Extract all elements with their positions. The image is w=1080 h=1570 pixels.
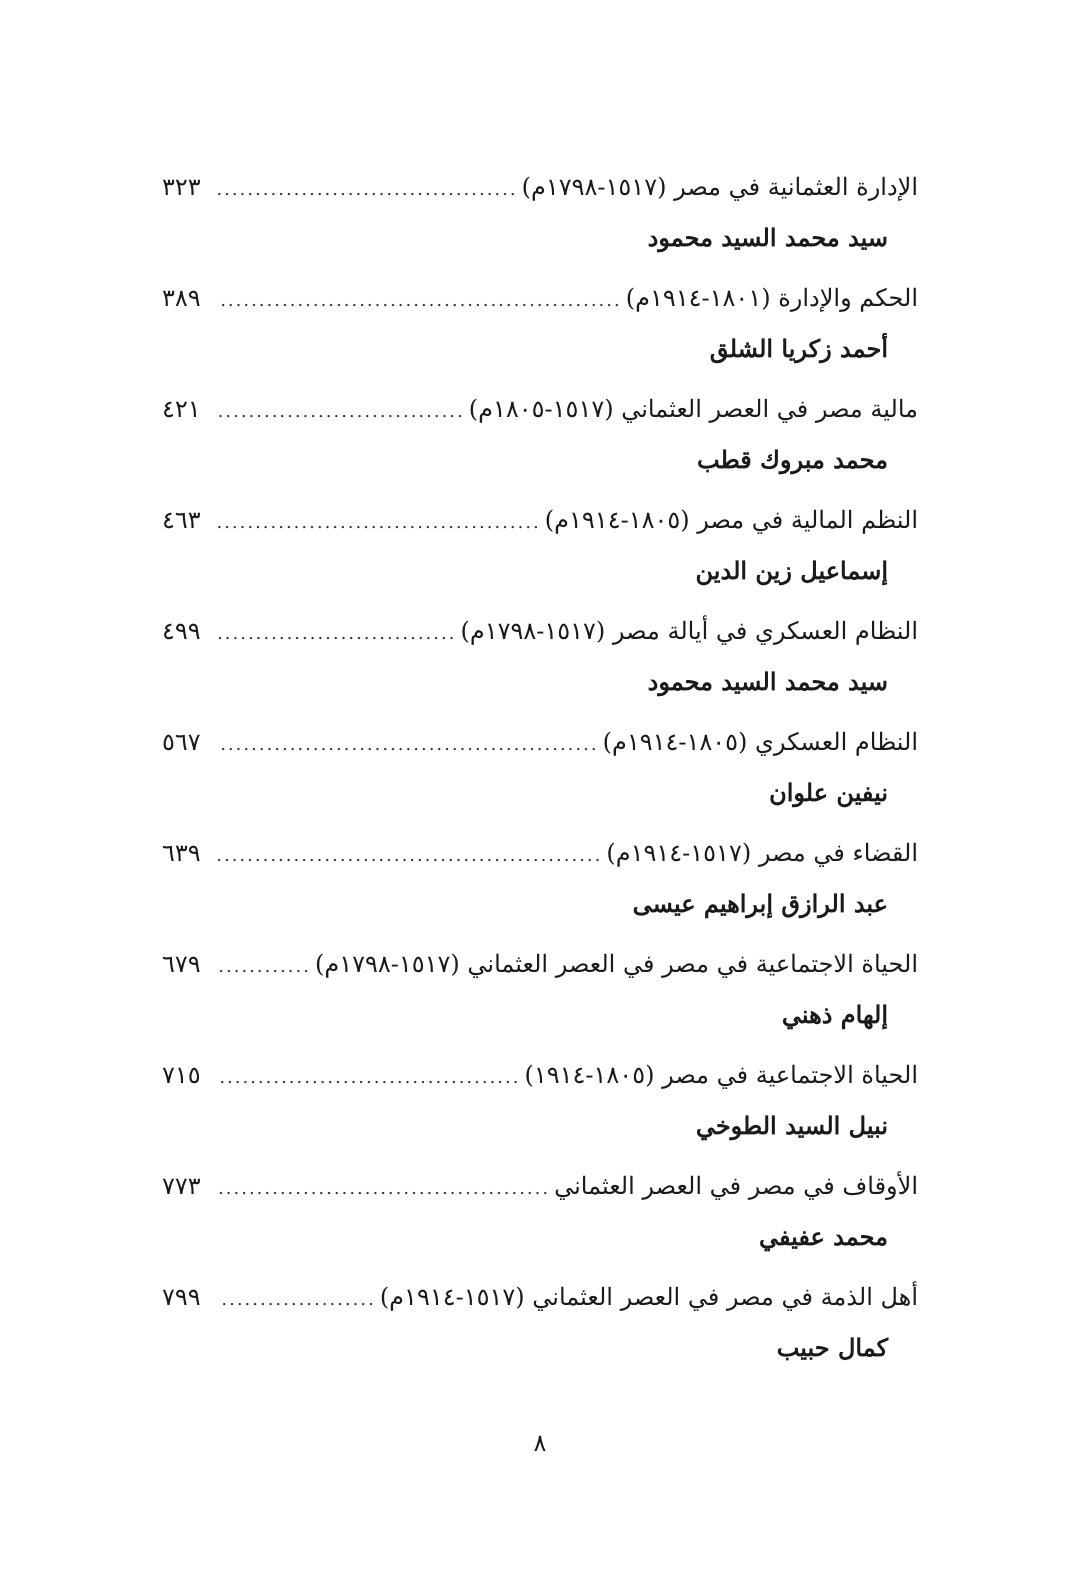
chapter-page-number: ٧١٥ (162, 1061, 201, 1089)
toc-entry-row (162, 610, 918, 652)
toc-entry (162, 610, 918, 721)
chapter-title: أهل الذمة في مصر في العصر العثماني (١٥١٧-١٩١٤م) (379, 1283, 918, 1311)
chapter-title: الأوقاف في مصر في العصر العثماني (554, 1172, 918, 1200)
chapter-title: النظام العسكري (١٨٠٥-١٩١٤م) (602, 728, 918, 756)
chapter-author: محمد مبروك قطب (697, 445, 888, 474)
chapter-page-number: ٤٢١ (162, 395, 201, 423)
table-of-contents (162, 166, 918, 1387)
chapter-page-number: ٤٩٩ (162, 617, 201, 645)
toc-entry (162, 166, 918, 277)
chapter-title: مالية مصر في العصر العثماني (١٥١٧-١٨٠٥م) (468, 395, 918, 423)
toc-entry (162, 943, 918, 1054)
toc-entry-row (162, 166, 918, 208)
toc-entry-row (162, 1276, 918, 1318)
chapter-author: كمال حبيب (776, 1333, 888, 1362)
chapter-author: نيفين علوان (769, 778, 888, 807)
chapter-page-number: ٧٧٣ (162, 1172, 201, 1200)
chapter-title: القضاء في مصر (١٥١٧-١٩١٤م) (606, 839, 918, 867)
toc-entry-row (162, 1165, 918, 1207)
chapter-page-number: ٣٨٩ (162, 284, 201, 312)
toc-entry-row (162, 721, 918, 763)
chapter-page-number: ٦٣٩ (162, 839, 201, 867)
toc-entry (162, 388, 918, 499)
toc-entry (162, 832, 918, 943)
toc-entry (162, 1165, 918, 1276)
chapter-page-number: ٣٢٣ (162, 173, 201, 201)
chapter-page-number: ٦٧٩ (162, 950, 201, 978)
chapter-author: عبد الرازق إبراهيم عيسى (632, 889, 888, 918)
chapter-title: النظم المالية في مصر (١٨٠٥-١٩١٤م) (544, 506, 918, 534)
dot-leader (218, 1279, 376, 1321)
dot-leader (218, 946, 311, 988)
toc-entry (162, 499, 918, 610)
chapter-page-number: ٧٩٩ (162, 1283, 201, 1311)
toc-entry-row (162, 499, 918, 541)
toc-entry-row (162, 832, 918, 874)
dot-leader (218, 391, 465, 433)
toc-entry-row (162, 943, 918, 985)
chapter-author: سيد محمد السيد محمود (647, 667, 888, 696)
chapter-author: أحمد زكريا الشلق (709, 334, 888, 363)
toc-entry (162, 721, 918, 832)
toc-entry-row (162, 1054, 918, 1096)
dot-leader (218, 724, 599, 766)
toc-entry (162, 1054, 918, 1165)
dot-leader (218, 1057, 520, 1099)
toc-entry (162, 277, 918, 388)
chapter-page-number: ٤٦٣ (162, 506, 201, 534)
chapter-author: محمد عفيفي (758, 1222, 888, 1251)
toc-entry-row (162, 277, 918, 319)
chapter-title: الإدارة العثمانية في مصر (١٥١٧-١٧٩٨م) (521, 173, 918, 201)
dot-leader (218, 280, 622, 322)
chapter-author: سيد محمد السيد محمود (647, 223, 888, 252)
chapter-title: الحياة الاجتماعية في مصر (١٨٠٥-١٩١٤) (524, 1061, 918, 1089)
chapter-author: إسماعيل زين الدين (695, 556, 888, 585)
dot-leader (218, 502, 541, 544)
dot-leader (218, 835, 602, 877)
toc-entry-row (162, 388, 918, 430)
chapter-author: إلهام ذهني (781, 1000, 888, 1029)
chapter-title: الحياة الاجتماعية في مصر في العصر العثماني (١٥١٧-١٧٩٨م) (314, 950, 918, 978)
chapter-title: النظام العسكري في أيالة مصر (١٥١٧-١٧٩٨م) (460, 617, 918, 645)
dot-leader (218, 1168, 550, 1210)
page-number: ٨ (533, 1429, 547, 1457)
chapter-title: الحكم والإدارة (١٨٠١-١٩١٤م) (625, 284, 918, 312)
chapter-page-number: ٥٦٧ (162, 728, 201, 756)
dot-leader (218, 169, 518, 211)
toc-entry (162, 1276, 918, 1387)
chapter-author: نبيل السيد الطوخي (695, 1111, 888, 1140)
dot-leader (218, 613, 456, 655)
